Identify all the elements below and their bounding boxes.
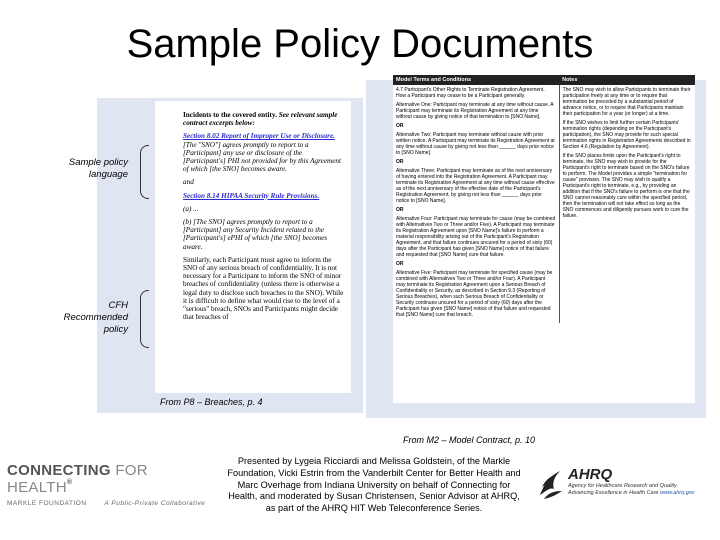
ahrq-tagline: Advancing Excellence in Health Care <box>568 489 659 496</box>
hhs-eagle-icon <box>536 465 566 503</box>
cfh-recommended-label: CFH Recommended policy <box>63 300 128 335</box>
cfh-trademark: ® <box>66 479 73 486</box>
sample-policy-bracket <box>140 145 149 199</box>
section1-title: Section 8.02 Report of Improper Use or Disclosure. <box>183 132 335 141</box>
connecting-for-health-logo <box>7 462 217 507</box>
terms-paragraph: OR <box>396 207 404 213</box>
col-header-terms: Model Terms and Conditions <box>393 75 559 85</box>
notes-paragraph: If the SNO wishes to limit further certain Participants' termination rights (depending on the Participant's participation), the SNO may provide for such special termination rights in Registration Agreements described in Section 4.6 (Regulation by Agreement). <box>562 120 691 150</box>
notes-paragraph: The SNO may wish to allow Participants to terminate their participation freely at any time or to require that termination be preceded by a substantial period of advance notice, or to require that Participants maintain their participation for a year (or longer) at a time. <box>562 87 691 117</box>
terms-paragraph: OR <box>396 159 404 165</box>
cfh-policy-text: Similarly, each Participant must agree to inform the SNO of any serious breach of confidentiality. It is not necessary for a Participant to inform the SNO of minor breaches of confidentiality (unless there is otherwise a legal duty to disclose such breaches to the SNO). While it is difficult to define what would rise to the level of a "serious" breach, SNOs and Participants might decide that breaches of <box>183 255 344 322</box>
cfh-tagline: A Public-Private Collaborative <box>104 500 206 507</box>
terms-column <box>393 85 559 323</box>
cfh-policy-bracket <box>140 290 149 348</box>
right-document-excerpt <box>393 75 695 403</box>
cfh-connecting: CONNECTING <box>7 462 111 479</box>
ahrq-logo <box>568 466 716 496</box>
terms-paragraph: Alternative Four: Participant may terminate for cause (may be combined with Alternatives Two or Three and/or Five). A Participant may terminate its Registration Agreement upon [SNO Name]'s failure to perform a material responsibility arising out of the Participant's Registration Agreement, and that failure continues uncured for a period of sixty (60) days after the Participant has given [SNO Name] notice of that failure and requested that [SNO Name] cure that failure. <box>396 216 556 258</box>
notes-column <box>559 85 695 323</box>
terms-paragraph: OR <box>396 261 404 267</box>
ahrq-agency-name: Agency for Healthcare Research and Quality <box>568 483 677 489</box>
section2-title: Section 8.14 HIPAA Security Rule Provisions. <box>183 191 320 200</box>
cfh-for-health: FOR HEALTH <box>7 462 148 496</box>
left-document-excerpt <box>155 101 351 393</box>
terms-paragraph: Alternative One: Participant may terminate at any time without cause. A Participant may terminate its Registration Agreement at any time without cause by giving notice of that termination to [SNO Name]. <box>396 102 554 120</box>
terms-paragraph: Alternative Three: Participant may terminate as of the next anniversary of having entered into the Registration Agreement. A Participant may terminate its Registration Agreement at any time without cause effective as of the next anniversary of the effective date of the Participant's Registration Agreement, by giving not less than ______ days prior notice to [SNO Name]. <box>396 168 555 204</box>
intro-text: Incidents to the covered entity. <box>183 111 277 119</box>
model-terms-table <box>393 75 695 323</box>
presenter-credits: Presented by Lygeia Ricciardi and Melissa Goldstein, of the Markle Foundation, Vicki Estrin from the Vanderbilt Center for Better Health and Marc Overhage from Indiana University on behalf of Connecting for Health, and moderated by Susan Christensen, Senior Advisor at AHRQ, as part of the AHRQ HIT Web Teleconference Series. <box>227 456 521 514</box>
item-b: (b) [The SNO] agrees promptly to report to a [Participant] any Security Incident related to the [Participant's] ePHI of which [the SNO] becomes aware. <box>183 218 328 251</box>
left-caption: From P8 – Breaches, p. 4 <box>160 397 263 407</box>
item-a: (a) ... <box>183 204 199 213</box>
slide-title: Sample Policy Documents <box>126 22 594 66</box>
terms-paragraph: OR <box>396 123 404 129</box>
ahrq-wordmark: AHRQ <box>568 466 613 483</box>
ahrq-url: www.ahrq.gov <box>660 489 695 496</box>
intro-note: See relevant sample contract excerpts below: <box>183 111 338 128</box>
terms-paragraph: 4.7 Participant's Other Rights to Terminate Registration Agreement. How a Participant may cease to be a Participant generally. <box>396 87 545 99</box>
terms-paragraph: Alternative Five: Participant may terminate for specified cause (may be combined with Alternatives Two or Three and/or Four). A Participant may terminate its Registration Agreement upon a Serious Breach of Confidentiality or Security, as described in Section 9.3 (Reporting of Serious Breaches), when such Serious Breach of Confidentiality or Security continues uncured for a period of sixty (60) days after the Participant has given [SNO Name] notice of that failure and requested that [SNO Name] cure that breach. <box>396 270 553 318</box>
col-header-notes: Notes <box>559 75 695 85</box>
right-caption: From M2 – Model Contract, p. 10 <box>403 435 536 445</box>
cfh-markle: MARKLE FOUNDATION <box>7 500 87 507</box>
sample-policy-label: Sample policy language <box>68 157 128 180</box>
notes-paragraph: If the SNO places limits upon the Participant's right to terminate, the SNO may wish to provide for the Participant's right to terminate based on the SNO's failure to perform. The Model provides a simple "termination for cause" provision. The SNO may wish to qualify a Participant's right to terminate, e.g., by providing an addition that if the SNO's failure to perform is one that the SNO cannot reasonably cure within the specified period, then the termination will not take effect so long as the SNO commences and diligently pursues work to cure the failure. <box>562 153 690 219</box>
and-text: and <box>183 178 194 187</box>
terms-paragraph: Alternative Two: Participant may terminate without cause with prior written notice. A Participant may terminate its Registration Agreement at any time without cause by giving not less than ______ days prior notice to [SNO Name]. <box>396 132 555 156</box>
section1-body: [The "SNO"] agrees promptly to report to a [Participant] any use or disclosure of the [Participant's] PHI not provided for by this Agreement of which [the SNO] becomes aware. <box>183 140 341 174</box>
